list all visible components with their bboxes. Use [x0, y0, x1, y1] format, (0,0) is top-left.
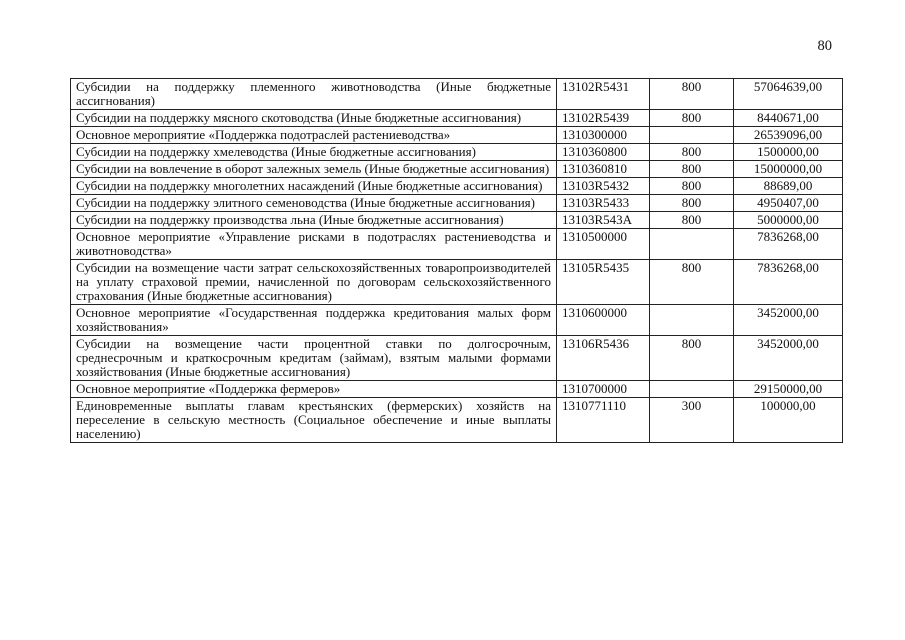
budget-table	[70, 78, 843, 443]
row-name-cell: Субсидии на возмещение части процентной ставки по долгосрочным, среднесрочным и краткосрочным кредитам (займам), взятым малыми формами хозяйствования (Иные бюджетные ассигнования)	[71, 336, 557, 381]
row-code-cell: 1310600000	[557, 305, 650, 336]
row-expense-type-cell: 800	[650, 110, 734, 127]
row-sum-cell: 5000000,00	[734, 212, 843, 229]
row-name-cell: Субсидии на поддержку мясного скотоводства (Иные бюджетные ассигнования)	[71, 110, 557, 127]
row-expense-type-cell: 800	[650, 195, 734, 212]
row-name-cell: Субсидии на возмещение части затрат сельскохозяйственных товаропроизводителей на уплату страховой премии, начисленной по договорам сельскохозяйственного страхования (Иные бюджетные ассигнования)	[71, 260, 557, 305]
row-code-cell: 13103R5432	[557, 178, 650, 195]
row-code-cell: 13102R5439	[557, 110, 650, 127]
table-row	[71, 229, 843, 260]
row-sum-cell: 15000000,00	[734, 161, 843, 178]
row-name-cell: Субсидии на поддержку производства льна (Иные бюджетные ассигнования)	[71, 212, 557, 229]
row-sum-cell: 26539096,00	[734, 127, 843, 144]
row-sum-cell: 29150000,00	[734, 381, 843, 398]
row-expense-type-cell: 800	[650, 161, 734, 178]
row-expense-type-cell: 300	[650, 398, 734, 443]
row-expense-type-cell: 800	[650, 260, 734, 305]
table-row	[71, 260, 843, 305]
row-expense-type-cell	[650, 229, 734, 260]
row-code-cell: 1310771110	[557, 398, 650, 443]
table-row	[71, 79, 843, 110]
table-row	[71, 127, 843, 144]
row-sum-cell: 3452000,00	[734, 305, 843, 336]
row-code-cell: 13105R5435	[557, 260, 650, 305]
row-sum-cell: 88689,00	[734, 178, 843, 195]
row-expense-type-cell: 800	[650, 336, 734, 381]
row-name-cell: Единовременные выплаты главам крестьянских (фермерских) хозяйств на переселение в сельскую местность (Социальное обеспечение и иные выплаты населению)	[71, 398, 557, 443]
row-code-cell: 1310700000	[557, 381, 650, 398]
row-sum-cell: 8440671,00	[734, 110, 843, 127]
table-row	[71, 144, 843, 161]
row-expense-type-cell: 800	[650, 178, 734, 195]
page-number: 80	[817, 38, 832, 54]
row-code-cell: 13102R5431	[557, 79, 650, 110]
table-row	[71, 195, 843, 212]
table-row	[71, 110, 843, 127]
table-row	[71, 336, 843, 381]
row-expense-type-cell: 800	[650, 212, 734, 229]
row-name-cell: Основное мероприятие «Поддержка фермеров»	[71, 381, 557, 398]
row-sum-cell: 7836268,00	[734, 260, 843, 305]
row-sum-cell: 100000,00	[734, 398, 843, 443]
table-row	[71, 381, 843, 398]
row-expense-type-cell	[650, 127, 734, 144]
row-name-cell: Основное мероприятие «Поддержка подотраслей растениеводства»	[71, 127, 557, 144]
row-name-cell: Субсидии на поддержку элитного семеноводства (Иные бюджетные ассигнования)	[71, 195, 557, 212]
row-sum-cell: 57064639,00	[734, 79, 843, 110]
row-name-cell: Основное мероприятие «Государственная поддержка кредитования малых форм хозяйствования»	[71, 305, 557, 336]
table-row	[71, 305, 843, 336]
row-code-cell: 1310500000	[557, 229, 650, 260]
row-code-cell: 1310360800	[557, 144, 650, 161]
table-row	[71, 161, 843, 178]
budget-table-body	[71, 79, 843, 443]
row-sum-cell: 7836268,00	[734, 229, 843, 260]
table-row	[71, 398, 843, 443]
row-code-cell: 13103R5433	[557, 195, 650, 212]
row-code-cell: 1310360810	[557, 161, 650, 178]
row-code-cell: 13106R5436	[557, 336, 650, 381]
row-sum-cell: 4950407,00	[734, 195, 843, 212]
row-name-cell: Субсидии на вовлечение в оборот залежных земель (Иные бюджетные ассигнования)	[71, 161, 557, 178]
row-name-cell: Субсидии на поддержку племенного животноводства (Иные бюджетные ассигнования)	[71, 79, 557, 110]
row-code-cell: 13103R543A	[557, 212, 650, 229]
row-name-cell: Субсидии на поддержку хмелеводства (Иные бюджетные ассигнования)	[71, 144, 557, 161]
table-row	[71, 212, 843, 229]
row-code-cell: 1310300000	[557, 127, 650, 144]
row-expense-type-cell	[650, 381, 734, 398]
table-row	[71, 178, 843, 195]
row-sum-cell: 1500000,00	[734, 144, 843, 161]
row-expense-type-cell: 800	[650, 79, 734, 110]
row-expense-type-cell: 800	[650, 144, 734, 161]
row-name-cell: Субсидии на поддержку многолетних насаждений (Иные бюджетные ассигнования)	[71, 178, 557, 195]
row-name-cell: Основное мероприятие «Управление рисками в подотраслях растениеводства и животноводства»	[71, 229, 557, 260]
row-sum-cell: 3452000,00	[734, 336, 843, 381]
row-expense-type-cell	[650, 305, 734, 336]
